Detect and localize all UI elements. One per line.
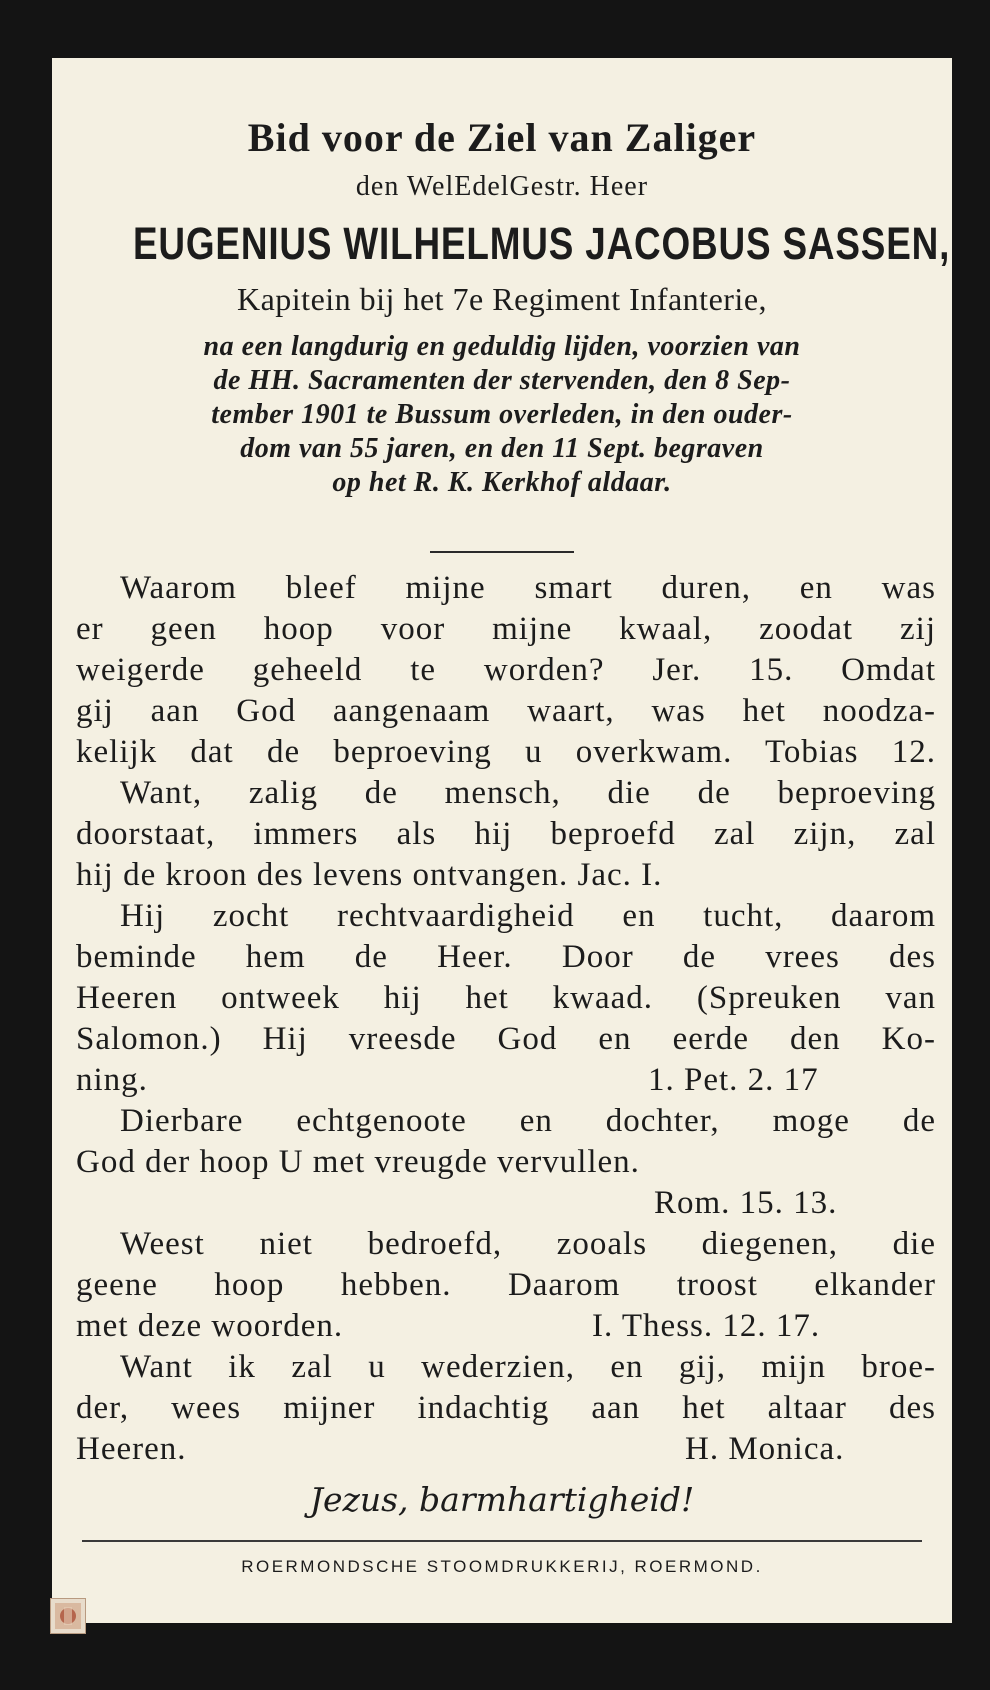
text-line: hij de kroon des levens ontvangen. Jac. I. <box>76 857 663 893</box>
scripture-reference: H. Monica. <box>685 1431 845 1467</box>
text-line: Heeren. <box>76 1431 187 1467</box>
text-line: doorstaat, immers als hij beproefd zal zijn, zal <box>76 816 936 852</box>
deceased-name: EUGENIUS WILHELMUS JACOBUS SASSEN, <box>133 218 951 269</box>
text-line: Want, zalig de mensch, die de beproeving <box>120 775 936 811</box>
closing-invocation: Jezus, barmhartigheid! <box>309 1480 695 1519</box>
card-heading: Bid voor de Ziel van Zaliger <box>247 115 757 160</box>
scripture-reference: Rom. 15. 13. <box>654 1185 838 1221</box>
text-line: der, wees mijner indachtig aan het altaar des <box>76 1390 936 1426</box>
printer-credit: ROERMONDSCHE STOOMDRUKKERIJ, ROERMOND. <box>241 1557 763 1576</box>
text-line: Salomon.) Hij vreesde God en eerde den Ko- <box>76 1021 936 1057</box>
military-rank: Kapitein bij het 7e Regiment Infanterie, <box>236 281 768 317</box>
text-line: Weest niet bedroefd, zooals diegenen, die <box>120 1226 936 1262</box>
death-details-line: op het R. K. Kerkhof aldaar. <box>332 467 672 498</box>
footer-rule <box>82 1540 922 1542</box>
death-details-line: dom van 55 jaren, en den 11 Sept. begraven <box>240 433 764 464</box>
text-line: weigerde geheeld te worden? Jer. 15. Omdat <box>76 652 936 688</box>
text-line: Heeren ontweek hij het kwaad. (Spreuken van <box>76 980 936 1016</box>
text-line: geene hoop hebben. Daarom troost elkander <box>76 1267 936 1303</box>
text-line: kelijk dat de beproeving u overkwam. Tobias 12. <box>76 734 936 770</box>
text-line: God der hoop U met vreugde vervullen. <box>76 1144 640 1180</box>
text-line: Hij zocht rechtvaardigheid en tucht, daarom <box>120 898 936 934</box>
text-line: ning. <box>76 1062 148 1098</box>
text-line: met deze woorden. <box>76 1308 344 1344</box>
text-line: gij aan God aangenaam waart, was het noodza- <box>76 693 936 729</box>
scripture-reference: 1. Pet. 2. 17 <box>648 1062 819 1098</box>
death-details-line: tember 1901 te Bussum overleden, in den ouder- <box>211 399 793 430</box>
divider-rule <box>430 551 574 553</box>
prayer-card <box>52 58 952 1623</box>
text-line: Dierbare echtgenoote en dochter, moge de <box>120 1103 936 1139</box>
text-line: Waarom bleef mijne smart duren, en was <box>120 570 936 606</box>
collection-stamp-icon <box>50 1598 86 1634</box>
death-details-line: na een langdurig en geduldig lijden, voorzien van <box>203 331 801 362</box>
text-line: er geen hoop voor mijne kwaal, zoodat zij <box>76 611 936 647</box>
honorific: den WelEdelGestr. Heer <box>355 171 649 202</box>
scripture-reference: I. Thess. 12. 17. <box>592 1308 821 1344</box>
death-details-line: de HH. Sacramenten der stervenden, den 8 Sep- <box>213 365 791 396</box>
text-line: Want ik zal u wederzien, en gij, mijn broe- <box>120 1349 936 1385</box>
text-line: beminde hem de Heer. Door de vrees des <box>76 939 936 975</box>
